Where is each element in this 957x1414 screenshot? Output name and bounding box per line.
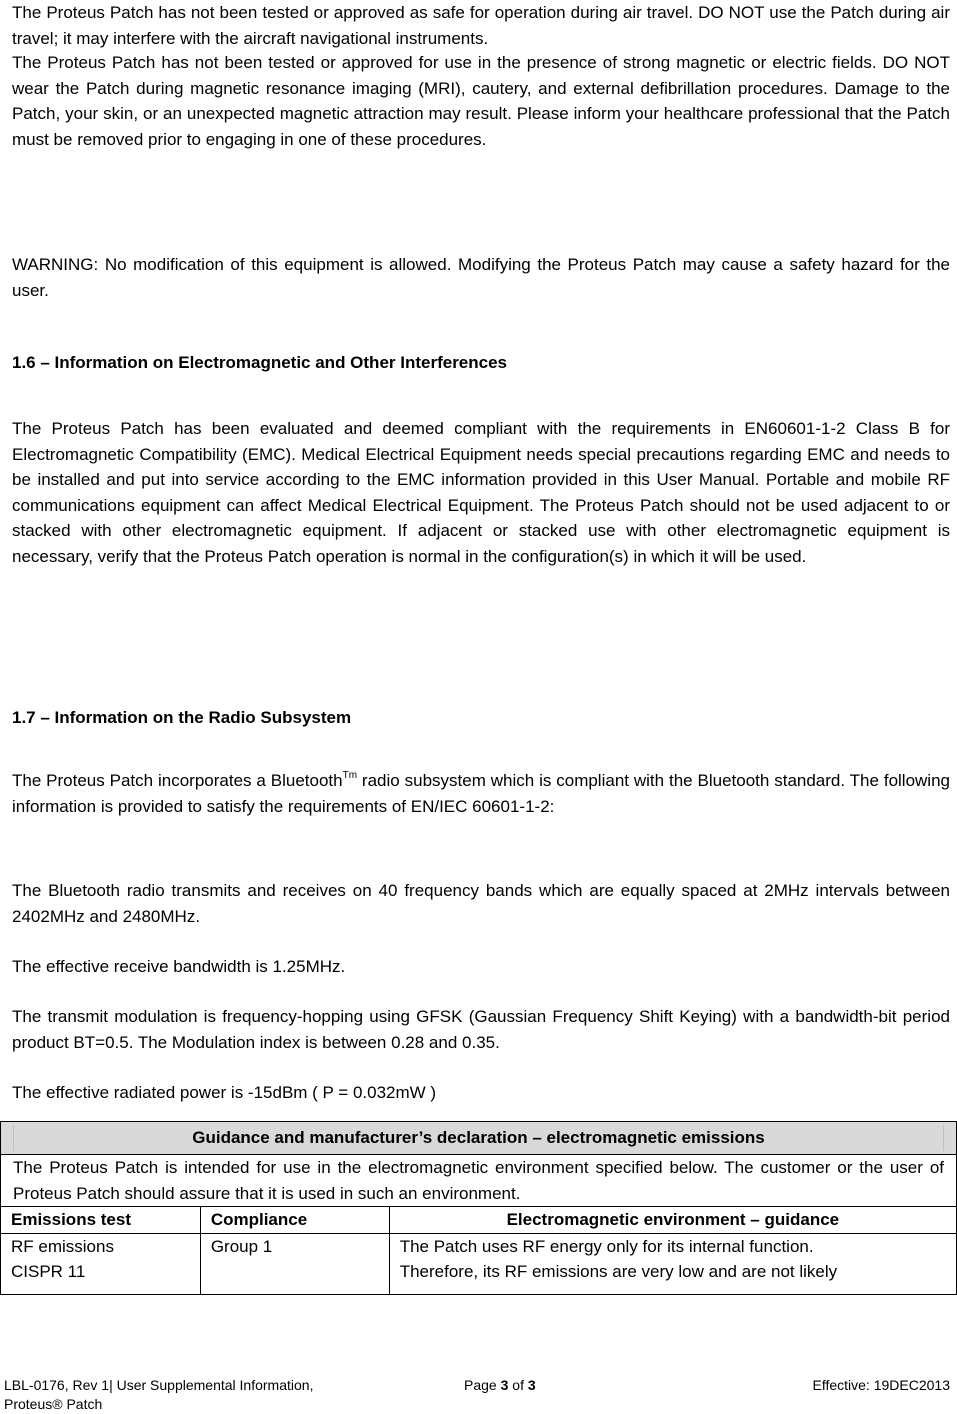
radiated-power-paragraph: The effective radiated power is -15dBm ( P = 0.032mW ) xyxy=(12,1083,437,1102)
guidance-line1: The Patch uses RF energy only for its internal function. xyxy=(399,1236,814,1256)
page-num: 3 xyxy=(500,1377,509,1393)
table-header-row xyxy=(1,1207,957,1234)
header-compliance: Compliance xyxy=(200,1207,389,1234)
footer-left xyxy=(4,1376,313,1414)
guidance-line2: Therefore, its RF emissions are very low and are not likely xyxy=(399,1262,838,1281)
radio-intro-text-a: The Proteus Patch incorporates a Bluetooth xyxy=(12,771,343,790)
emissions-test-cell xyxy=(1,1233,201,1294)
guidance-cell xyxy=(389,1233,956,1294)
frequency-bands-paragraph: The Bluetooth radio transmits and receives on 40 frequency bands which are equally spaced at 2MHz intervals between 2402MHz and 2480MHz. xyxy=(12,881,950,926)
section-1-7-heading: 1.7 – Information on the Radio Subsystem xyxy=(12,708,352,727)
magnetic-fields-paragraph: The Proteus Patch has not been tested or approved for use in the presence of strong magnetic or electric fields. DO NOT wear the Patch during magnetic resonance imaging (MRI), cautery, and external defibrillation procedures. Damage to the Patch, your skin, or an unexpected magnetic attraction may result. Please inform your healthcare professional that the Patch must be removed prior to engaging in one of these procedures. xyxy=(12,53,950,149)
page-number xyxy=(464,1376,536,1395)
footer-product: Proteus® Patch xyxy=(4,1396,103,1412)
footer-effective-date: Effective: 19DEC2013 xyxy=(812,1377,950,1393)
emissions-test-line2: CISPR 11 xyxy=(11,1262,86,1281)
table-row xyxy=(1,1233,957,1294)
radio-intro-paragraph xyxy=(12,768,950,819)
footer-doc-id: LBL-0176, Rev 1| User Supplemental Information, xyxy=(4,1377,314,1393)
compliance-cell: Group 1 xyxy=(200,1233,389,1294)
emc-paragraph: The Proteus Patch has been evaluated and deemed compliant with the requirements in EN60601-1-2 Class B for Electromagnetic Compatibility (EMC). Medical Electrical Equipment needs special precautions regarding EMC and needs to be installed and put into service according to the EMC information provided in this User Manual. Portable and mobile RF communications equipment can affect Medical Electrical Equipment. The Proteus Patch should not be used adjacent to or stacked with other electromagnetic equipment. If adjacent or stacked use with other electromagnetic equipment is necessary, verify that the Proteus Patch operation is normal in the configuration(s) in which it will be used. xyxy=(12,419,950,566)
header-guidance: Electromagnetic environment – guidance xyxy=(389,1207,956,1234)
table-title-cell xyxy=(1,1122,957,1155)
radio-intro-text-b: radio subsystem which is compliant with the Bluetooth standard. The following information is provided to satisfy the requirements of EN/IEC 60601-1-2: xyxy=(12,771,950,816)
table-intro: The Proteus Patch is intended for use in the electromagnetic environment specified below. The customer or the user of Proteus Patch should assure that it is used in such an environment. xyxy=(1,1155,957,1207)
trademark-superscript: Tm xyxy=(342,770,358,781)
emissions-table xyxy=(0,1121,957,1295)
modulation-paragraph: The transmit modulation is frequency-hopping using GFSK (Gaussian Frequency Shift Keying) with a bandwidth-bit period product BT=0.5. The Modulation index is between 0.28 and 0.35. xyxy=(12,1007,950,1052)
page-total: 3 xyxy=(527,1377,536,1393)
page-label: Page xyxy=(464,1377,497,1393)
header-emissions-test: Emissions test xyxy=(1,1207,201,1234)
air-travel-paragraph: The Proteus Patch has not been tested or approved as safe for operation during air travel. DO NOT use the Patch during air travel; it may interfere with the aircraft navigational instruments. xyxy=(12,3,950,48)
section-1-6-heading: 1.6 – Information on Electromagnetic and Other Interferences xyxy=(12,353,508,372)
emissions-test-line1: RF emissions xyxy=(11,1236,114,1256)
bandwidth-paragraph: The effective receive bandwidth is 1.25MHz. xyxy=(12,957,346,976)
page-of: of xyxy=(512,1377,524,1393)
modification-warning-paragraph: WARNING: No modification of this equipment is allowed. Modifying the Proteus Patch may cause a safety hazard for the user. xyxy=(12,255,950,300)
table-title: Guidance and manufacturer’s declaration – electromagnetic emissions xyxy=(13,1125,944,1151)
